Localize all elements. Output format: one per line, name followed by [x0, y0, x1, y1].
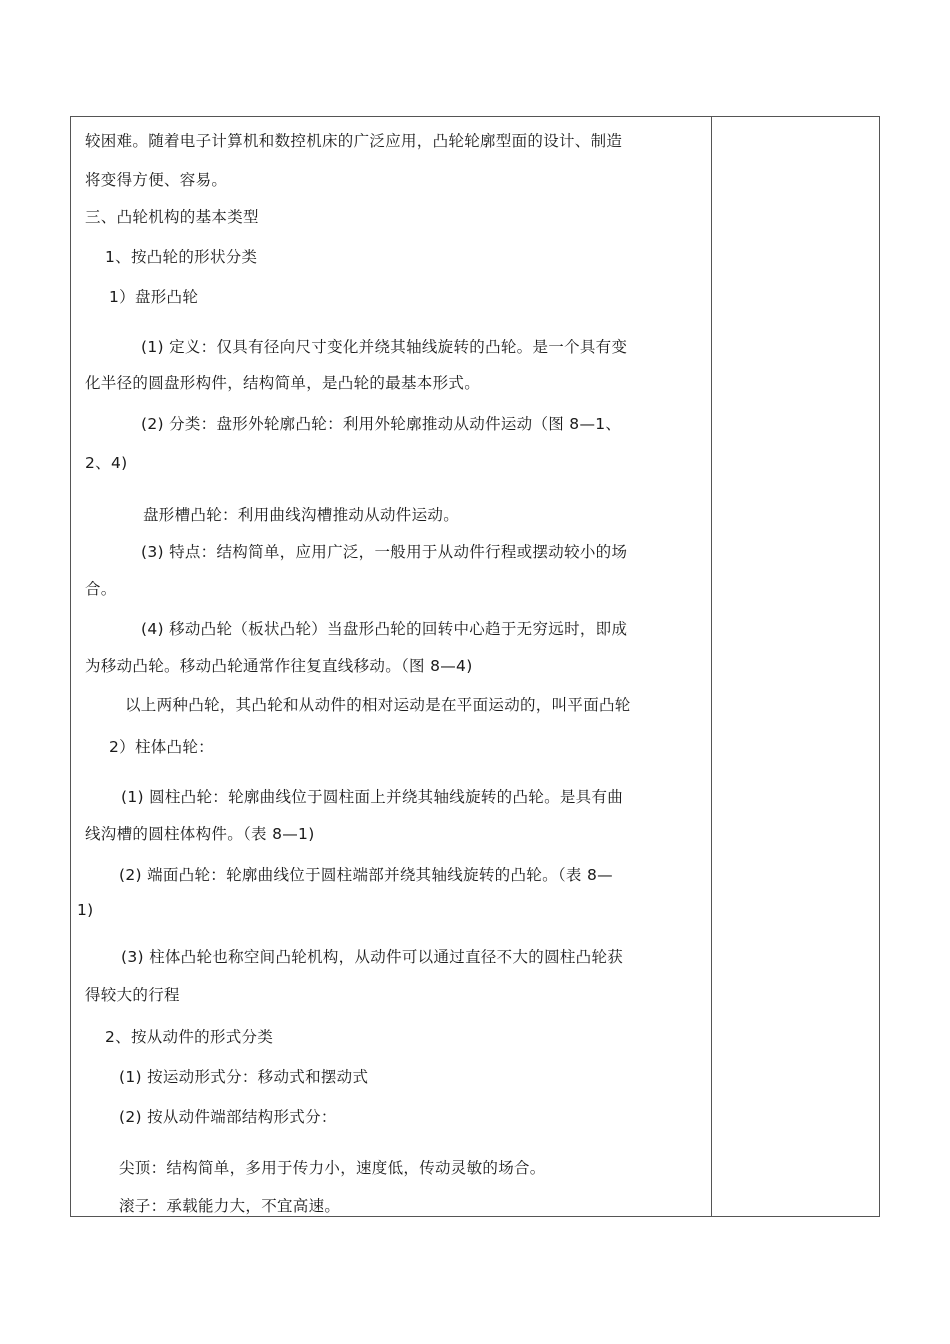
text-line: (4) 移动凸轮（板状凸轮）当盘形凸轮的回转中心趋于无穷远时，即成	[141, 620, 628, 638]
text-line: (3) 柱体凸轮也称空间凸轮机构，从动件可以通过直径不大的圆柱凸轮获	[121, 948, 624, 966]
table-frame	[70, 116, 880, 1217]
text-line: 将变得方便、容易。	[85, 171, 228, 189]
text-line: (3) 特点：结构简单，应用广泛，一般用于从动件行程或摆动较小的场	[141, 543, 628, 561]
text-line: 盘形槽凸轮：利用曲线沟槽推动从动件运动。	[143, 506, 460, 524]
text-line: 合。	[85, 580, 117, 598]
subsection-heading: 2、按从动件的形式分类	[105, 1028, 274, 1046]
text-line: (1) 定义：仅具有径向尺寸变化并绕其轴线旋转的凸轮。是一个具有变	[141, 338, 628, 356]
text-line: 1)	[77, 901, 94, 919]
text-line: (2) 分类：盘形外轮廓凸轮：利用外轮廓推动从动件运动（图 8—1、	[141, 415, 622, 433]
text-line: 化半径的圆盘形构件，结构简单，是凸轮的最基本形式。	[85, 374, 481, 392]
text-line: 为移动凸轮。移动凸轮通常作往复直线移动。（图 8—4)	[85, 657, 473, 675]
text-line: (2) 端面凸轮：轮廓曲线位于圆柱端部并绕其轴线旋转的凸轮。（表 8—	[119, 866, 613, 884]
text-line: 以上两种凸轮，其凸轮和从动件的相对运动是在平面运动的，叫平面凸轮	[125, 696, 631, 714]
subsection-heading: 1、按凸轮的形状分类	[105, 248, 258, 266]
notes-cell	[712, 117, 879, 1216]
text-line: (1) 按运动形式分：移动式和摆动式	[119, 1068, 369, 1086]
subsection-heading: 2）柱体凸轮：	[109, 738, 214, 756]
text-line: (2) 按从动件端部结构形式分：	[119, 1108, 337, 1126]
text-line: 较困难。随着电子计算机和数控机床的广泛应用，凸轮轮廓型面的设计、制造	[85, 132, 623, 150]
text-line: 尖顶：结构简单，多用于传力小，速度低，传动灵敏的场合。	[119, 1159, 546, 1177]
text-line: 得较大的行程	[85, 986, 180, 1004]
text-line: (1) 圆柱凸轮：轮廓曲线位于圆柱面上并绕其轴线旋转的凸轮。是具有曲	[121, 788, 624, 806]
content-cell	[71, 117, 711, 1216]
text-line: 2、4)	[85, 454, 128, 472]
section-heading: 三、凸轮机构的基本类型	[85, 208, 259, 226]
text-line: 线沟槽的圆柱体构件。（表 8—1)	[85, 825, 315, 843]
subsection-heading: 1）盘形凸轮	[109, 288, 199, 306]
text-line: 滚子：承载能力大，不宜高速。	[119, 1197, 341, 1215]
